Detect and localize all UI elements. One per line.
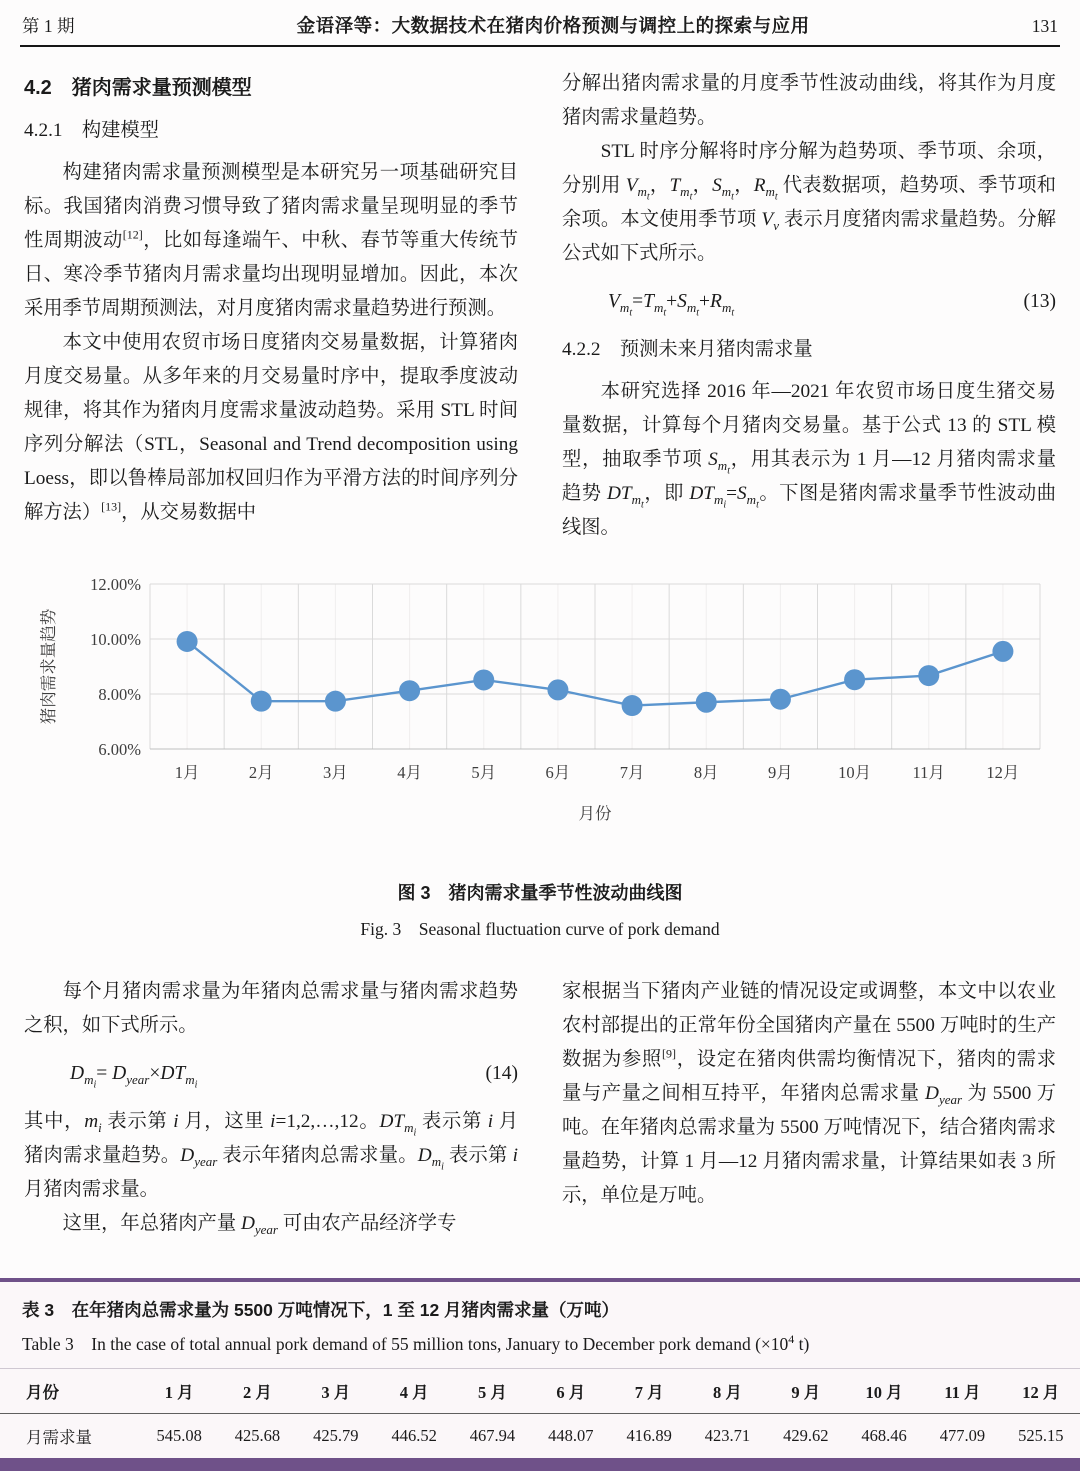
- data-point: [251, 691, 272, 712]
- table-header-cell: 12 月: [1022, 1383, 1060, 1402]
- paragraph: 家根据当下猪肉产业链的情况设定或调整，本文中以农业农村部提出的正常年份全国猪肉产量在 5500 万吨时的生产数据为参照[9]，设定在猪肉供需均衡情况下，猪肉的需求量与产量之间相互持平，年猪肉总需求量 $D_{year}$ 为 5500 万吨。在年猪肉总需求量为 5500 万吨情况下，结合猪肉需求量趋势，计算 1 月—12 月猪肉需求量，计算结果如表 3 所示，单位是万吨。: [562, 981, 1056, 1206]
- x-tick-label: 1月: [174, 763, 200, 782]
- table-bottom-rule: [0, 1458, 1080, 1471]
- table-cell: 545.08: [156, 1426, 202, 1445]
- x-tick-label: 4月: [397, 763, 422, 782]
- table-3: [0, 1368, 1080, 1458]
- left-column: [24, 67, 518, 545]
- table-header-cell: 9 月: [791, 1383, 821, 1402]
- table-header-row: [0, 1369, 1080, 1414]
- formula-14: [24, 1057, 518, 1091]
- x-tick-label: 11月: [912, 763, 945, 782]
- formula-13-number: (13): [1023, 291, 1056, 312]
- table-top-rule: [0, 1278, 1080, 1282]
- x-tick-label: 10月: [838, 763, 872, 782]
- section-heading-4-2-1: 4.2.1 构建模型: [24, 120, 159, 141]
- table-cell: 416.89: [626, 1426, 672, 1445]
- data-point: [992, 641, 1013, 662]
- y-tick-label: 6.00%: [98, 740, 141, 759]
- table-cell: 425.68: [234, 1426, 281, 1445]
- formula-13-expression: $V_{m_t}=T_{m_t}+S_{m_t}+R_{m_t}$: [608, 291, 735, 319]
- table-row-label: 月需求量: [26, 1428, 92, 1447]
- data-point: [844, 669, 865, 690]
- table-header-cell: 3 月: [321, 1383, 351, 1402]
- x-tick-label: 7月: [619, 763, 645, 782]
- data-point: [325, 691, 346, 712]
- table-cell: 525.15: [1018, 1426, 1064, 1445]
- data-point: [622, 695, 643, 716]
- x-tick-label: 12月: [986, 763, 1020, 782]
- paragraph: STL 时序分解将时序分解为趋势项、季节项、余项，分别用 $V_{m_t}$，$T_{m_t}$，$S_{m_t}$，$R_{m_t}$ 代表数据项，趋势项、季节项和余项。本文使用季节项 $V_v$ 表示月度猪肉需求量趋势。分解公式如下式所示。: [562, 141, 1057, 264]
- formula-14-expression: $D_{m_i}= D_{year}\times DT_{m_i}$: [70, 1063, 198, 1091]
- table-header-cell: 7 月: [634, 1383, 664, 1402]
- table-caption-en: Table 3 In the case of total annual pork demand of 55 million tons, January to December pork demand ($\times 10^4$ t): [22, 1332, 810, 1354]
- y-tick-label: 8.00%: [98, 685, 141, 704]
- table-cell: 425.79: [313, 1426, 359, 1445]
- table-header-cell: 1 月: [164, 1383, 194, 1402]
- data-point: [696, 692, 717, 713]
- table-header-cell: 11 月: [944, 1383, 981, 1402]
- table-caption-zh: 表 3 在年猪肉总需求量为 5500 万吨情况下，1 至 12 月猪肉需求量（万吨）: [22, 1300, 620, 1320]
- figure-3-chart: [0, 561, 1080, 839]
- x-tick-label: 9月: [768, 763, 793, 782]
- upper-columns: [24, 67, 1056, 545]
- left-column-lower: [24, 975, 518, 1241]
- x-tick-label: 2月: [248, 763, 274, 782]
- table-cell: 446.52: [391, 1426, 437, 1445]
- data-point: [177, 631, 198, 652]
- data-point: [473, 669, 494, 690]
- paragraph: 每个月猪肉需求量为年猪肉总需求量与猪肉需求趋势之积，如下式所示。: [24, 981, 518, 1036]
- paragraph: 其中，$m_i$ 表示第 i 月，这里 i=1,2,…,12。$DT_{m_i}$ 表示第 i 月猪肉需求量趋势。$D_{year}$ 表示年猪肉总需求量。$D_{m_i}$ 表示第 i 月猪肉需求量。: [24, 1111, 519, 1200]
- table-cell: 468.46: [861, 1426, 907, 1445]
- page-number: 131: [1031, 16, 1058, 36]
- table-header-cell: 4 月: [399, 1383, 429, 1402]
- table-cell: 423.71: [704, 1426, 751, 1445]
- right-column: [562, 67, 1056, 545]
- table-header-cell: 2 月: [243, 1383, 272, 1402]
- table-header-cell: 10 月: [865, 1383, 903, 1402]
- paragraph: 本研究选择 2016 年—2021 年农贸市场日度生猪交易量数据，计算每个月猪肉交易量。基于公式 13 的 STL 模型，抽取季节项 $S_{m_t}$，用其表示为 1 月—12 月猪肉需求量趋势 $DT_{m_t}$，即 $DT_{m_i}=S_{m_t}$。下图是猪肉需求量季节性波动曲线图。: [562, 381, 1057, 538]
- table-header-cell: 月份: [26, 1383, 59, 1402]
- paragraph: 分解出猪肉需求量的月度季节性波动曲线，将其作为月度猪肉需求量趋势。: [562, 73, 1056, 128]
- x-tick-label: 3月: [323, 763, 348, 782]
- y-axis-title: 猪肉需求量趋势: [39, 608, 58, 725]
- paragraph: 本文中使用农贸市场日度猪肉交易量数据，计算猪肉月度交易量。从多年来的月交易量时序中，提取季度波动规律，将其作为猪肉月度需求量波动趋势。采用 STL 时间序列分解法（STL，Seasonal and Trend decomposition using Loess，即以鲁棒局部加权回归作为平滑方法的时间序列分解方法）[13]，从交易数据中: [24, 332, 518, 523]
- table-data-row: [0, 1414, 1080, 1459]
- section-heading-4-2: 4.2 猪肉需求量预测模型: [24, 77, 252, 99]
- table-header-cell: 6 月: [556, 1383, 586, 1402]
- table-3-section: [0, 1278, 1080, 1471]
- x-axis-title: 月份: [578, 804, 612, 823]
- right-column-lower: [562, 975, 1056, 1241]
- running-title: 金语泽等：大数据技术在猪肉价格预测与调控上的探索与应用: [296, 15, 810, 36]
- data-point: [399, 680, 420, 701]
- figure-caption-en: Fig. 3 Seasonal fluctuation curve of pork demand: [360, 919, 720, 939]
- table-header-cell: 8 月: [713, 1383, 742, 1402]
- table-cell: 477.09: [939, 1426, 986, 1445]
- issue-number: 第 1 期: [22, 16, 75, 36]
- data-point: [918, 665, 939, 686]
- data-point: [770, 689, 791, 710]
- figure-caption-zh: 图 3 猪肉需求量季节性波动曲线图: [397, 883, 683, 903]
- paragraph: 构建猪肉需求量预测模型是本研究另一项基础研究目标。我国猪肉消费习惯导致了猪肉需求量呈现明显的季节性周期波动[12]，比如每逢端午、中秋、春节等重大传统节日、寒冷季节猪肉月需求量均出现明显增加。因此，本次采用季节周期预测法，对月度猪肉需求量趋势进行预测。: [24, 162, 518, 319]
- table-cell: 467.94: [469, 1426, 516, 1445]
- paragraph: 这里，年总猪肉产量 $D_{year}$ 可由农产品经济学专: [62, 1213, 457, 1237]
- x-tick-label: 6月: [545, 763, 571, 782]
- table-header-cell: 5 月: [478, 1383, 507, 1402]
- formula-14-number: (14): [485, 1063, 518, 1084]
- seasonal-curve-chart: [0, 561, 1080, 839]
- y-tick-label: 10.00%: [90, 630, 141, 649]
- table-cell: 448.07: [548, 1426, 594, 1445]
- lower-columns: [24, 975, 1056, 1241]
- running-head: [20, 0, 1060, 47]
- table-cell: 429.62: [783, 1426, 829, 1445]
- data-point: [547, 679, 568, 700]
- formula-13: [562, 285, 1056, 319]
- x-tick-label: 8月: [693, 763, 719, 782]
- section-heading-4-2-2: 4.2.2 预测未来月猪肉需求量: [562, 339, 813, 360]
- y-tick-label: 12.00%: [90, 575, 141, 594]
- x-tick-label: 5月: [471, 763, 497, 782]
